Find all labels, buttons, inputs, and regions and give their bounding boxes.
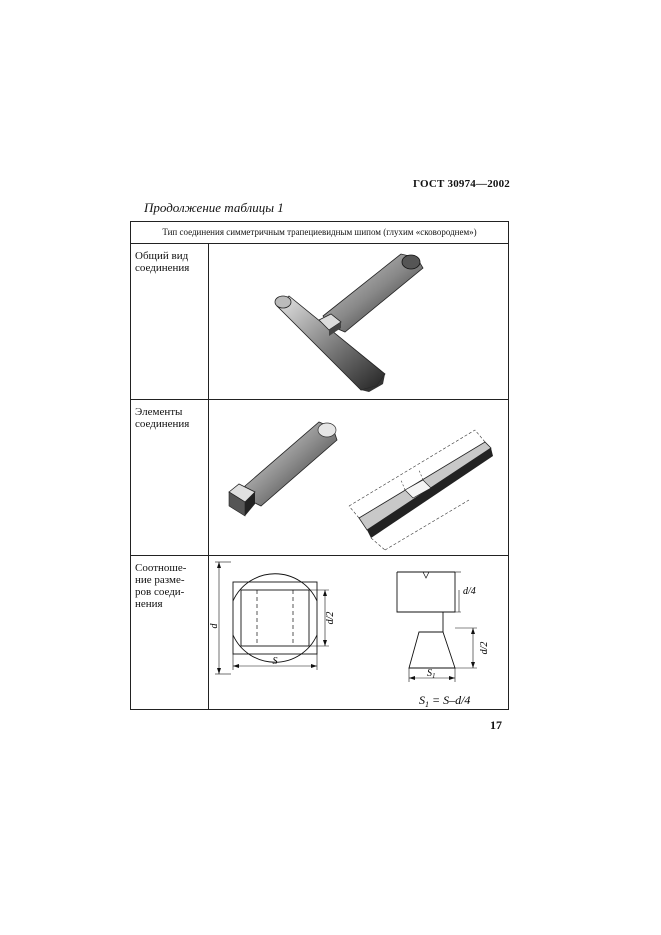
- joint-general-view-drawing: [261, 244, 508, 399]
- dimension-ratio-drawing: [209, 556, 508, 710]
- row-label-general-view: Общий вид соединения: [135, 250, 190, 274]
- joint-elements-drawing: [209, 400, 508, 555]
- row-label-elements: Элементы соединения: [135, 406, 190, 430]
- tenon-profile: [397, 572, 490, 709]
- page-number: 17: [490, 718, 502, 732]
- joint-table: [130, 221, 509, 710]
- row-label-size-ratio: Соотноше-ние разме-ров соеди-нения: [135, 562, 187, 610]
- table-title: Тип соединения симметричным трапециевидным шипом (глухим «сковороднем»): [131, 222, 508, 244]
- dim-d-label: d: [209, 623, 220, 629]
- dim-d-half-right-label: d/2: [479, 641, 490, 655]
- dim-s-label: S: [272, 656, 278, 667]
- dim-d-quarter-label: d/4: [463, 586, 476, 597]
- dim-d-half-label: d/2: [325, 611, 336, 625]
- table-caption: Продолжение таблицы 1: [144, 200, 284, 215]
- dim-s1-label: $S_1$: [427, 668, 436, 680]
- section-view: [209, 562, 336, 674]
- standard-code: ГОСТ 30974—2002: [413, 178, 510, 190]
- formula-s1: $S_1 = S-d/4$: [419, 693, 471, 709]
